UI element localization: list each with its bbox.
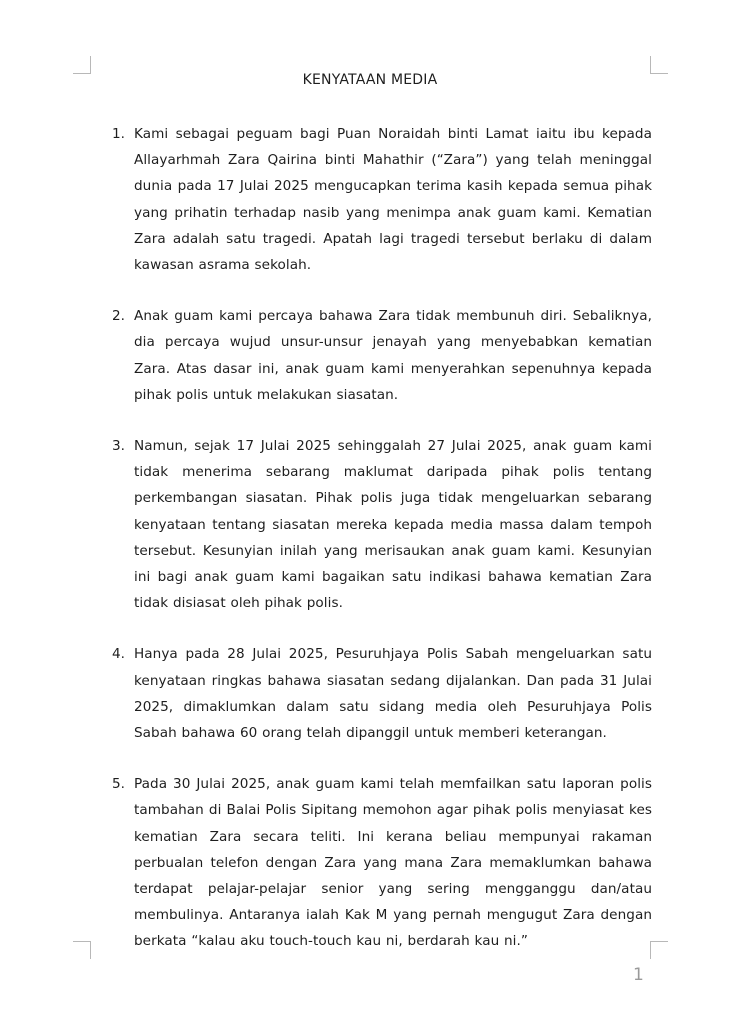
statement-list	[112, 121, 652, 980]
item-number: 5.	[112, 776, 125, 793]
item-paragraph: Pada 30 Julai 2025, anak guam kami telah memfailkan satu laporan polis tambahan di Balai Polis Sipitang memohon agar pihak polis menyiasat kes kematian Zara secara teliti. Ini kerana beliau mempunyai rakaman perbualan telefon dengan Zara yang mana Zara memaklumkan bahawa terdapat pelajar-pelajar senior yang sering mengganggu dan/atau membulinya. Antaranya ialah Kak M yang pernah mengugut Zara dengan berkata “kalau aku touch-touch kau ni, berdarah kau ni.”	[134, 776, 652, 950]
item-paragraph: Namun, sejak 17 Julai 2025 sehinggalah 27 Julai 2025, anak guam kami tidak menerima sebarang maklumat daripada pihak polis tentang perkembangan siasatan. Pihak polis juga tidak mengeluarkan sebarang kenyataan tentang siasatan mereka kepada media massa dalam tempoh tersebut. Kesunyian inilah yang merisaukan anak guam kami. Kesunyian ini bagi anak guam kami bagaikan satu indikasi bahawa kematian Zara tidak disiasat oleh pihak polis.	[134, 438, 652, 612]
list-item	[112, 303, 652, 408]
item-number: 1.	[112, 126, 125, 142]
item-number: 3.	[112, 438, 125, 455]
document-title: KENYATAAN MEDIA	[302, 72, 438, 88]
page-corner-mark-bottom-left	[73, 941, 91, 959]
item-paragraph: Anak guam kami percaya bahawa Zara tidak membunuh diri. Sebaliknya, dia percaya wujud unsur-unsur jenayah yang menyebabkan kematian Zara. Atas dasar ini, anak guam kami menyerahkan sepenuhnya kepada pihak polis untuk melakukan siasatan.	[134, 308, 652, 403]
list-item	[112, 433, 652, 616]
page-number: 1	[633, 965, 644, 985]
list-item	[112, 121, 652, 278]
list-item	[112, 771, 652, 954]
item-number: 4.	[112, 646, 125, 663]
item-number: 2.	[112, 308, 125, 325]
list-item	[112, 641, 652, 746]
page-corner-mark-bottom-right	[650, 941, 668, 959]
item-paragraph: Kami sebagai peguam bagi Puan Noraidah binti Lamat iaitu ibu kepada Allayarhmah Zara Qairina binti Mahathir (“Zara”) yang telah meninggal dunia pada 17 Julai 2025 mengucapkan terima kasih kepada semua pihak yang prihatin terhadap nasib yang menimpa anak guam kami. Kematian Zara adalah satu tragedi. Apatah lagi tragedi tersebut berlaku di dalam kawasan asrama sekolah.	[134, 126, 652, 274]
item-paragraph: Hanya pada 28 Julai 2025, Pesuruhjaya Polis Sabah mengeluarkan satu kenyataan ringkas bahawa siasatan sedang dijalankan. Dan pada 31 Julai 2025, dimaklumkan dalam satu sidang media oleh Pesuruhjaya Polis Sabah bahawa 60 orang telah dipanggil untuk memberi keterangan.	[134, 646, 652, 742]
